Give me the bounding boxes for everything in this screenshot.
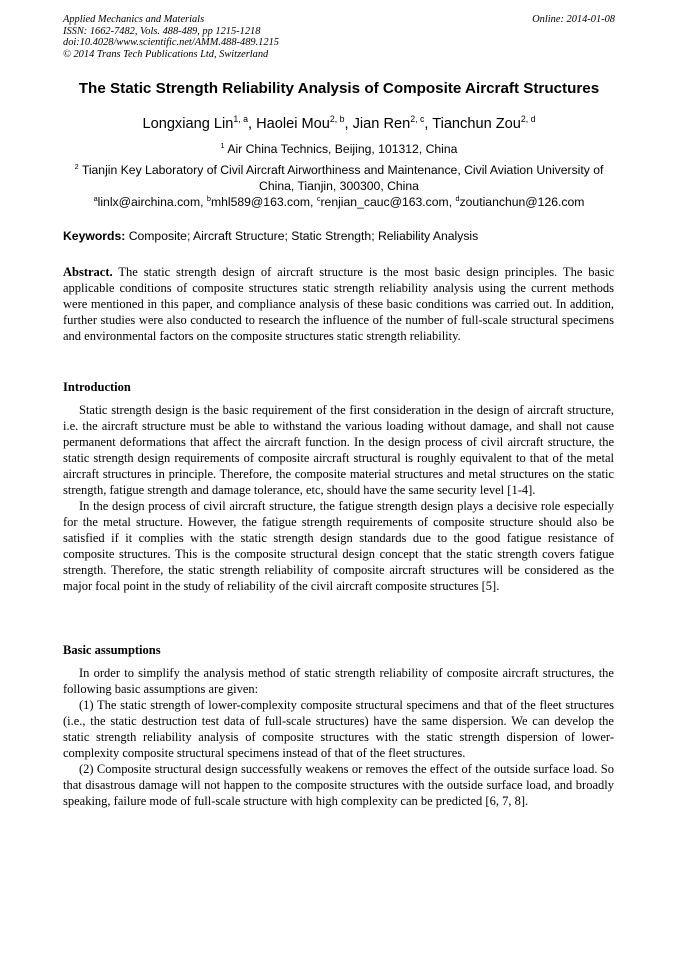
abstract [63, 264, 614, 344]
issn: ISSN: 1662-7482, Vols. 488-489, pp 1215-1218 [63, 25, 261, 37]
author-sup: 2, d [520, 114, 536, 124]
email-sup: c [316, 194, 321, 203]
aff-text: Air China Technics, Beijing, 101312, China [227, 142, 458, 157]
email-sup: a [93, 194, 98, 203]
journal-name: Applied Mechanics and Materials [63, 14, 205, 25]
paper-title: The Static Strength Reliability Analysis of Composite Aircraft Structures [78, 80, 600, 97]
author: Jian Ren [352, 115, 411, 132]
author-sup: 2, b [329, 114, 345, 124]
paragraph: (2) Composite structural design successfully weakens or removes the effect of the outside surface load. So that disastrous damage will not happen to the composite structures with the outside surface load, and broadly speaking, failure mode of full-scale structure with high complexity can be predicted [6, 7, 8]. [63, 762, 614, 808]
aff-num: 1 [220, 141, 225, 150]
author-sup: 2, c [410, 114, 425, 124]
email: zoutianchun@126.com [459, 195, 585, 210]
aff-text: Tianjin Key Laboratory of Civil Aircraft Airworthiness and Maintenance, Civil Aviation University of China, Tianjin, 300300, China [81, 163, 604, 194]
email-sup: d [455, 194, 460, 203]
doi: doi:10.4028/www.scientific.net/AMM.488-489.1215 [63, 37, 279, 49]
email: linlx@airchina.com, [97, 195, 207, 210]
section-heading: Basic assumptions [63, 643, 161, 657]
online-date: Online: 2014-01-08 [532, 14, 615, 25]
email: renjian_cauc@163.com, [320, 195, 456, 210]
paragraph: Static strength design is the basic requirement of the first consideration in the design of aircraft structure, i.e. the aircraft structure must be able to withstand the various loading without damage, and shall not cause permanent deformations that affect the aircraft function. In the design process of civil aircraft structure, the static strength design requirements of composite aircraft structural is roughly equivalent to that of the metal aircraft structures in principle. Therefore, the composite material structures and metal structures on the static strength, fatigue strength and damage tolerance, etc, should have the same security level [1-4]. [63, 403, 614, 497]
paragraph: In order to simplify the analysis method of static strength reliability of composite aircraft structures, the following basic assumptions are given: [63, 666, 614, 696]
affiliation-1 [63, 138, 615, 157]
section-basic-assumptions [63, 665, 614, 809]
keywords-label: Keywords: [63, 229, 126, 243]
author: Tianchun Zou [432, 115, 521, 132]
paragraph: (1) The static strength of lower-complexity composite structural specimens and that of the fleet structures (i.e., the static destruction test data of full-scale structures) have the same dispersion. We can develop the static strength reliability analysis of composite structures with the static strength dispersion of lower-complexity composite structural specimens instead of that of the fleet structures. [63, 698, 614, 760]
abstract-label: Abstract. [63, 265, 113, 279]
abstract-text: The static strength design of aircraft structure is the most basic design principles. The basic applicable conditions of composite structures static strength reliability analysis using the current methods were mentioned in this paper, and compliance analysis of these basic conditions was carried out. In addition, further studies were also conducted to research the influence of the number of full-scale structural specimens and environmental factors on the composite structures static strength reliability. [63, 265, 614, 343]
email-list [0, 194, 678, 209]
keywords [63, 229, 478, 243]
affiliation-2 [63, 159, 615, 194]
email: mhl589@163.com, [210, 195, 317, 210]
copyright: © 2014 Trans Tech Publications Ltd, Switzerland [63, 48, 269, 60]
author: Haolei Mou [256, 115, 330, 132]
section-heading: Introduction [63, 380, 131, 394]
aff-num: 2 [74, 162, 79, 171]
author-list: Longxiang Lin$^{1, a}$, Haolei Mou$^{2, b}$, Jian Ren$^{2, c}$, Tianchun Zou$^{2, d}$ [142, 114, 536, 132]
author-sup: 1, a [233, 114, 248, 124]
paragraph: In the design process of civil aircraft structure, the fatigue strength design plays a decisive role especially for the metal structure. However, the fatigue strength requirements of composite structure should also be satisfied if it complies with the static strength design standards due to the good fatigue resistance of composite structures. This is the composite structural design concept that the static strength covers fatigue strength. Therefore, the static strength reliability of composite aircraft structures will be considered as the major focal point in the study of reliability of the civil aircraft composite structures [5]. [63, 499, 614, 593]
author: Longxiang Lin [142, 115, 234, 132]
email-sup: b [206, 194, 211, 203]
section-introduction [63, 402, 614, 594]
journal-header [63, 14, 279, 60]
keywords-text: Composite; Aircraft Structure; Static Strength; Reliability Analysis [128, 229, 479, 243]
